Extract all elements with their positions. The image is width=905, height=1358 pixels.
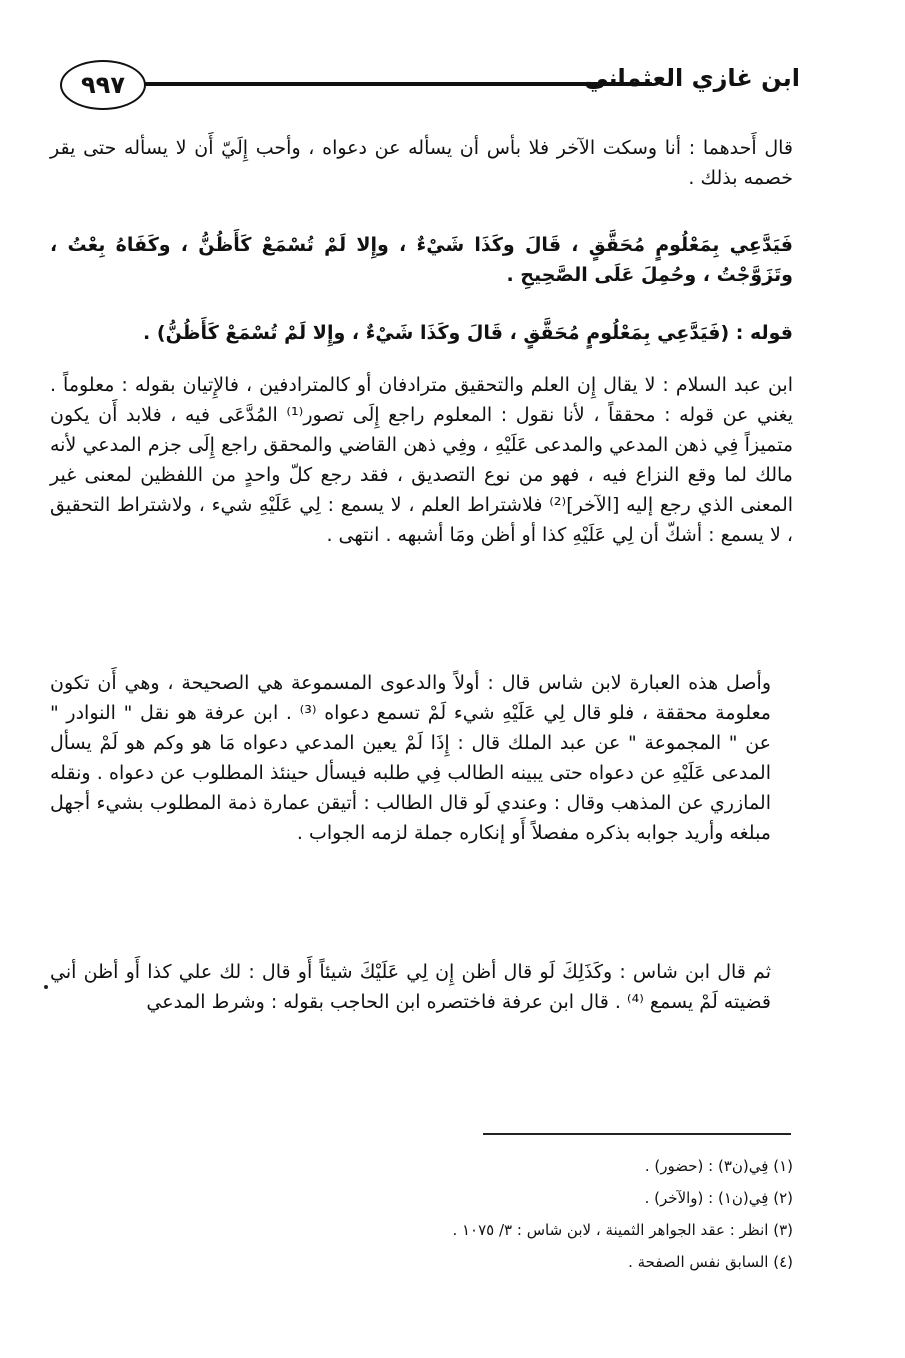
footnote-2: (٢) فِي(ن١) : (والآخر) . [644, 1189, 793, 1207]
paragraph-ibn-abd-al-salam: ابن عبد السلام : لا يقال إِن العلم والتحقيق مترادفان أو كالمترادفين ، فالإِتيان بقوله : معلوماً . يغني عن قوله : محققاً ، لأنا نقول : المعلوم راجع إِلَى تصور⁽¹⁾ المُدَّعَى فيه ، فلابد أَن يكون متميزاً فِي ذهن المدعي والمدعى عَلَيْهِ ، وفِي ذهن القاضي والمحقق راجع إِلَى جزم المدعي لأنه مالك لما وقع النزاع فيه ، فهو من نوع التصديق ، فقد رجع كلّ واحدٍ من اللفظين لمعنى غير المعنى الذي رجع إليه [الآخر]⁽²⁾ فلاشتراط العلم ، لا يسمع : لِي عَلَيْهِ شيء ، ولاشتراط التحقيق ، لا يسمع : أشكّ أن لِي عَلَيْهِ كذا أو أظن ومَا أشبهه . انتهى . [50, 374, 794, 546]
paragraph-ibn-shas: وأصل هذه العبارة لابن شاس قال : أولاً والدعوى المسموعة هي الصحيحة ، وهي أَن تكون معلومة محققة ، فلو قال لِي عَلَيْهِ شيء لَمْ تسمع دعواه ⁽³⁾ . ابن عرفة هو نقل " النوادر " عن " المجموعة " عن عبد الملك قال : إِذَا لَمْ يعين المدعي دعواه مَا هو وكم هو لَمْ يسأل المدعى عَلَيْهِ عن دعواه حتى يبينه الطالب فِي طلبه فيسأل حينئذ المطلوب عن دعواه . ونقله المازري عن المذهب وقال : وعندي لَو قال الطالب : أتيقن عمارة ذمة المطلوب بشيء أجهل مبلغه وأريد جوابه بذكره مفصلاً أَو إنكاره جملة لزمه الجواب . [50, 672, 771, 844]
quote-line: قوله : (فَيَدَّعِي بِمَعْلُومٍ مُحَقَّقٍ ، قَالَ وكَذَا شَيْءٌ ، وإِلا لَمْ تُسْمَعْ كَأَظُنُّ) . [143, 322, 793, 344]
header-rule [144, 82, 652, 86]
ink-speck [44, 985, 48, 989]
paragraph-1: قال أَحدهما : أنا وسكت الآخر فلا بأس أن يسأله عن دعواه ، وأحب إِلَيّ أَن لا يسأله حتى يقر خصمه بذلك . [50, 137, 793, 189]
footnote-3: (٣) انظر : عقد الجواهر الثمينة ، لابن شاس : ٣/ ١٠٧٥ . [452, 1221, 793, 1239]
paragraph-ibn-shas-2: ثم قال ابن شاس : وكَذَلِكَ لَو قال أظن إِن لِي عَلَيْكَ شيئاً أَو قال : لك علي كذا أَو أظن أني قضيته لَمْ يسمع ⁽⁴⁾ . قال ابن عرفة فاختصره ابن الحاجب بقوله : وشرط المدعي [50, 961, 771, 1013]
footnote-1: (١) فِي(ن٣) : (حضور) . [644, 1157, 793, 1175]
running-title: ابن غازي العثماني [584, 64, 800, 92]
footnotes [452, 1150, 793, 1278]
page-header [60, 60, 800, 120]
footnote-divider [483, 1133, 791, 1135]
page-number: ٩٩٧ [60, 60, 146, 110]
quoted-matn: فَيَدَّعِي بِمَعْلُومٍ مُحَقَّقٍ ، قَالَ وكَذَا شَيْءٌ ، وإِلا لَمْ تُسْمَعْ كَأَظُنُّ ، وكَفَاهُ بِعْتُ ، وتَزَوَّجْتُ ، وحُمِلَ عَلَى الصَّحِيحِ . [50, 234, 793, 286]
footnote-4: (٤) السابق نفس الصفحة . [628, 1253, 793, 1271]
